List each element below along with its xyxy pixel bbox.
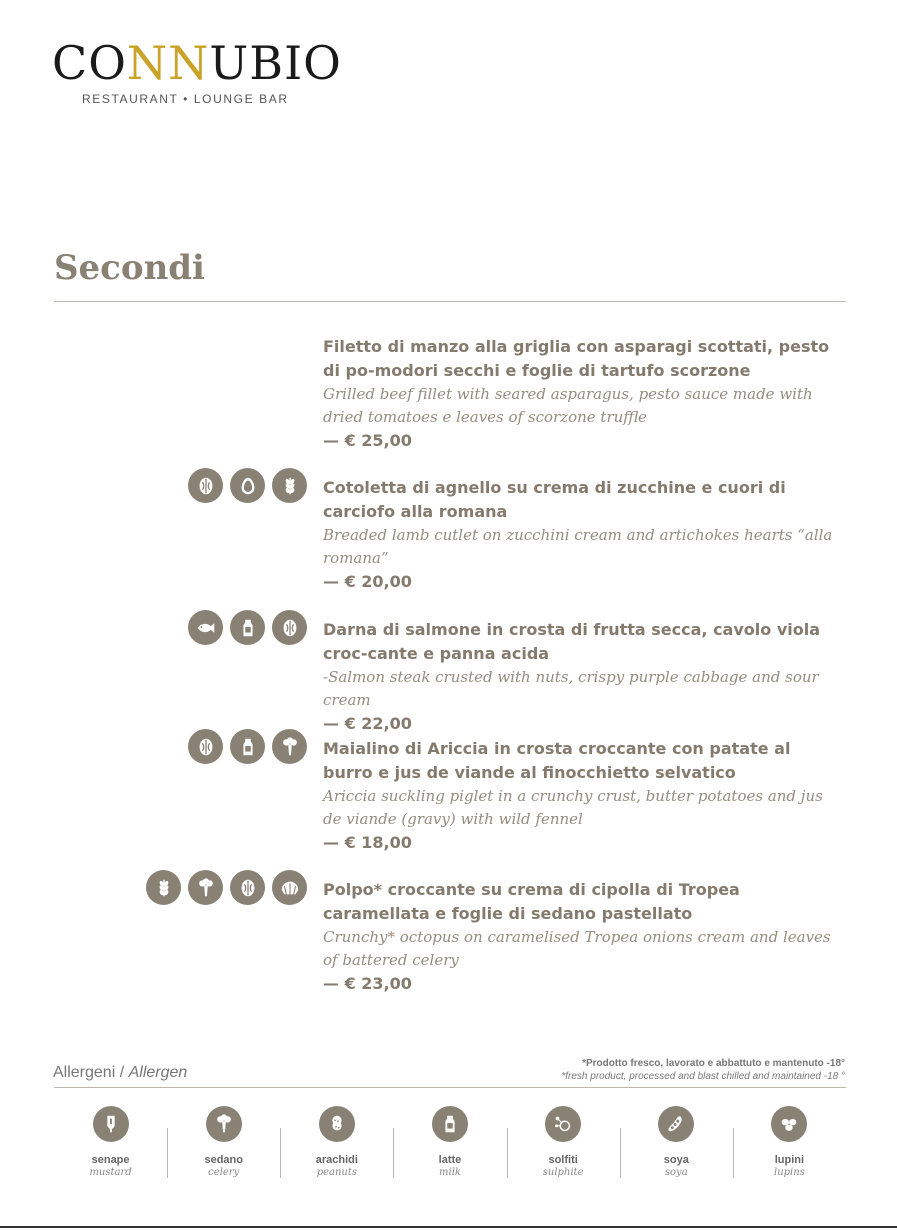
mustard-icon (93, 1106, 129, 1142)
dish-name-en: Grilled beef fillet with seared asparagus, pesto sauce made with dried tomatoes e leaves of scorzone truffle (323, 385, 813, 426)
allergen-name-en: celery (208, 1167, 240, 1178)
celery-icon (188, 870, 223, 905)
dish-item (323, 878, 843, 996)
shellfish-icon (272, 870, 307, 905)
allergen-name-en: lupins (774, 1167, 805, 1178)
logo (52, 36, 342, 106)
milk-icon (230, 610, 265, 645)
allergen-title: Allergeni / Allergen (53, 1064, 188, 1081)
dish-price: — € 25,00 (323, 431, 412, 450)
fish-icon (188, 610, 223, 645)
allergen-name: latte (438, 1154, 462, 1166)
allergen-name: lupini (774, 1154, 805, 1166)
logo-wordmark: CONNUBIO (52, 36, 342, 90)
sulphite-icon (545, 1106, 581, 1142)
allergen-name: solfiti (548, 1154, 578, 1166)
allergen-name: sedano (204, 1154, 243, 1166)
allergen-legend-item (507, 1100, 620, 1178)
allergen-note: *Prodotto fresco, lavorato e abbattuto e mantenuto -18° *fresh product, processed and blast chilled and maintained -18 ° (561, 1058, 845, 1082)
allergen-name-en: milk (439, 1167, 461, 1178)
logo-subtitle: RESTAURANT • LOUNGE BAR (82, 92, 289, 106)
dish-item (323, 737, 843, 855)
dish-name-it: Polpo* croccante su crema di cipolla di Tropea caramellata e foglie di sedano pastellato (323, 880, 740, 923)
lupin-icon (771, 1106, 807, 1142)
allergen-name: arachidi (315, 1154, 358, 1166)
milk-icon (230, 729, 265, 764)
wheat-icon (146, 870, 181, 905)
dish-name-it: Darna di salmone in crosta di frutta secca, cavolo viola croc-cante e panna acida (323, 620, 821, 663)
allergen-name-en: mustard (89, 1167, 132, 1178)
dish-name-en: Breaded lamb cutlet on zucchini cream and artichokes hearts “alla romana” (323, 526, 833, 567)
wheat-icon (272, 468, 307, 503)
allergen-legend-item (280, 1100, 393, 1178)
allergen-legend-item (167, 1100, 280, 1178)
section-title: Secondi (54, 248, 205, 288)
nut-icon (272, 610, 307, 645)
soya-icon (658, 1106, 694, 1142)
allergen-legend (54, 1100, 846, 1178)
celery-icon (272, 729, 307, 764)
dish-name-en: -Salmon steak crusted with nuts, crispy purple cabbage and sour cream (323, 668, 819, 709)
allergen-legend-item (54, 1100, 167, 1178)
dish-name-en: Crunchy* octopus on caramelised Tropea onions cream and leaves of battered celery (323, 928, 831, 969)
dish-name-it: Maialino di Ariccia in crosta croccante con patate al burro e jus de viande al finocchietto selvatico (323, 739, 791, 782)
divider (54, 301, 846, 302)
dish-price: — € 22,00 (323, 714, 412, 733)
dish-item (323, 476, 843, 594)
allergen-name-en: peanuts (316, 1167, 357, 1178)
dish-price: — € 18,00 (323, 833, 412, 852)
page-edge (0, 1226, 897, 1228)
allergen-icons (188, 468, 307, 503)
allergen-legend-item (733, 1100, 846, 1178)
dish-name-it: Cotoletta di agnello su crema di zucchine e cuori di carciofo alla romana (323, 478, 786, 521)
allergen-name: soya (663, 1154, 689, 1166)
allergen-legend-item (393, 1100, 506, 1178)
dish-name-en: Ariccia suckling piglet in a crunchy crust, butter potatoes and jus de viande (gravy) with wild fennel (323, 787, 823, 828)
egg-icon (230, 468, 265, 503)
dish-item (323, 335, 843, 453)
nut-icon (188, 729, 223, 764)
nut-icon (188, 468, 223, 503)
dish-name-it: Filetto di manzo alla griglia con asparagi scottati, pesto di po-modori secchi e foglie di tartufo scorzone (323, 337, 830, 380)
divider (54, 1087, 846, 1088)
dish-price: — € 20,00 (323, 572, 412, 591)
milk-icon (432, 1106, 468, 1142)
celery-icon (206, 1106, 242, 1142)
peanut-icon (319, 1106, 355, 1142)
allergen-icons (188, 729, 307, 764)
allergen-name-en: soya (664, 1167, 688, 1178)
dish-price: — € 23,00 (323, 974, 412, 993)
dish-item (323, 618, 843, 736)
allergen-name-en: sulphite (542, 1167, 584, 1178)
nut-icon (230, 870, 265, 905)
allergen-name: senape (91, 1154, 130, 1166)
allergen-icons (188, 610, 307, 645)
allergen-icons (146, 870, 307, 905)
allergen-legend-item (620, 1100, 733, 1178)
